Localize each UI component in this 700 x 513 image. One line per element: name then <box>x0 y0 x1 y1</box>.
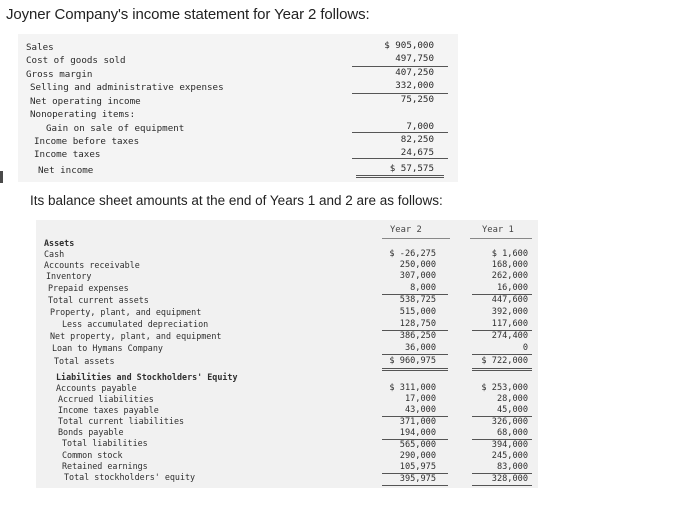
balance-label: Loan to Hymans Company <box>52 343 163 353</box>
income-statement-heading: Joyner Company's income statement for Year 2 follows: <box>6 6 370 23</box>
balance-double-rule <box>472 370 532 371</box>
balance-value-year-2: 17,000 <box>404 394 436 404</box>
income-label-sales: Sales <box>26 42 54 53</box>
column-header-rule <box>470 238 532 239</box>
balance-label: Less accumulated depreciation <box>62 319 209 329</box>
balance-value-year-2: 105,975 <box>399 462 436 472</box>
balance-label: Total current assets <box>48 295 149 305</box>
balance-value-year-1: 274,400 <box>491 331 528 341</box>
income-rule <box>352 132 448 133</box>
income-label-selling-admin: Selling and administrative expenses <box>30 82 224 93</box>
income-value-net-operating: 75,250 <box>400 94 434 105</box>
balance-value-year-1: 45,000 <box>496 405 528 415</box>
income-double-rule <box>356 175 444 176</box>
income-rule <box>352 158 448 159</box>
balance-value-year-2: 515,000 <box>399 307 436 317</box>
income-label-nonoperating: Nonoperating items: <box>30 109 136 120</box>
balance-value-year-1: 117,600 <box>491 319 528 329</box>
balance-value-year-1: 328,000 <box>491 474 528 484</box>
balance-value-year-1: 68,000 <box>496 428 528 438</box>
income-double-rule <box>356 177 444 178</box>
income-value-net-income: $ 57,575 <box>389 163 434 174</box>
income-label-net-operating: Net operating income <box>30 96 141 107</box>
balance-label: Inventory <box>46 271 92 281</box>
balance-rule <box>472 485 532 486</box>
balance-value-year-1: 262,000 <box>491 271 528 281</box>
balance-label: Common stock <box>62 450 123 460</box>
balance-rule <box>472 354 532 355</box>
balance-value-year-2: $ -26,275 <box>389 249 436 259</box>
balance-label: Total assets <box>54 356 115 366</box>
balance-double-rule <box>472 368 532 369</box>
balance-rule <box>382 354 448 355</box>
balance-section-assets: Assets <box>44 238 75 248</box>
side-marker <box>0 171 3 183</box>
income-label-cogs: Cost of goods sold <box>26 55 126 66</box>
balance-value-year-1: 83,000 <box>496 462 528 472</box>
balance-label: Total current liabilities <box>58 416 185 426</box>
balance-value-year-2: 194,000 <box>399 428 436 438</box>
balance-double-rule <box>382 368 448 369</box>
balance-value-year-2: 128,750 <box>399 319 436 329</box>
income-value-sales: $ 905,000 <box>384 40 434 51</box>
income-label-net-income: Net income <box>38 165 94 176</box>
balance-rule <box>382 485 448 486</box>
balance-value-year-1: 245,000 <box>491 451 528 461</box>
balance-label: Cash <box>44 249 65 259</box>
balance-label: Total stockholders' equity <box>64 472 196 482</box>
balance-double-rule <box>382 370 448 371</box>
balance-value-year-2: 307,000 <box>399 271 436 281</box>
balance-value-year-2: 250,000 <box>399 260 436 270</box>
column-header-year-2: Year 2 <box>390 225 422 235</box>
balance-value-year-1: 168,000 <box>491 260 528 270</box>
balance-value-year-1: 0 <box>522 343 528 353</box>
balance-value-year-2: $ 311,000 <box>389 383 436 393</box>
income-label-before-taxes: Income before taxes <box>34 136 140 147</box>
income-value-income-taxes: 24,675 <box>400 147 434 158</box>
balance-value-year-2: 36,000 <box>404 343 436 353</box>
balance-label: Income taxes payable <box>58 405 159 415</box>
income-value-selling-admin: 332,000 <box>395 80 434 91</box>
balance-label: Accounts receivable <box>44 260 140 270</box>
balance-label: Property, plant, and equipment <box>50 307 202 317</box>
balance-value-year-2: 565,000 <box>399 440 436 450</box>
balance-value-year-2: 395,975 <box>399 474 436 484</box>
balance-value-year-1: 326,000 <box>491 417 528 427</box>
income-value-gross-margin: 407,250 <box>395 67 434 78</box>
balance-label: Accrued liabilities <box>58 394 154 404</box>
balance-sheet-heading: Its balance sheet amounts at the end of Years 1 and 2 are as follows: <box>30 193 443 208</box>
column-header-year-1: Year 1 <box>482 225 514 235</box>
balance-value-year-2: 290,000 <box>399 451 436 461</box>
balance-value-year-2: 386,250 <box>399 331 436 341</box>
balance-value-year-1: 447,600 <box>491 295 528 305</box>
balance-value-year-1: 28,000 <box>496 394 528 404</box>
balance-value-year-1: 16,000 <box>496 283 528 293</box>
balance-value-year-2: 43,000 <box>404 405 436 415</box>
balance-value-year-2: $ 960,975 <box>389 356 436 366</box>
balance-value-year-1: $ 253,000 <box>481 383 528 393</box>
income-label-gain-equipment: Gain on sale of equipment <box>46 123 185 134</box>
balance-value-year-1: 394,000 <box>491 440 528 450</box>
income-value-gain-equipment: 7,000 <box>406 121 434 132</box>
balance-label: Accounts payable <box>56 383 137 393</box>
balance-label: Retained earnings <box>62 461 148 471</box>
income-value-before-taxes: 82,250 <box>400 134 434 145</box>
income-value-cogs: 497,750 <box>395 53 434 64</box>
balance-value-year-2: 371,000 <box>399 417 436 427</box>
balance-label: Prepaid expenses <box>48 283 129 293</box>
balance-label: Bonds payable <box>58 427 124 437</box>
balance-label: Net property, plant, and equipment <box>50 331 222 341</box>
income-label-gross-margin: Gross margin <box>26 69 93 80</box>
balance-value-year-2: 8,000 <box>410 283 436 293</box>
balance-value-year-1: $ 722,000 <box>481 356 528 366</box>
balance-value-year-1: $ 1,600 <box>491 249 528 259</box>
balance-value-year-1: 392,000 <box>491 307 528 317</box>
balance-label: Total liabilities <box>62 438 148 448</box>
balance-section-liabilities-equity: Liabilities and Stockholders' Equity <box>56 372 238 382</box>
column-header-rule <box>382 238 450 239</box>
balance-value-year-2: 538,725 <box>399 295 436 305</box>
income-label-income-taxes: Income taxes <box>34 149 101 160</box>
